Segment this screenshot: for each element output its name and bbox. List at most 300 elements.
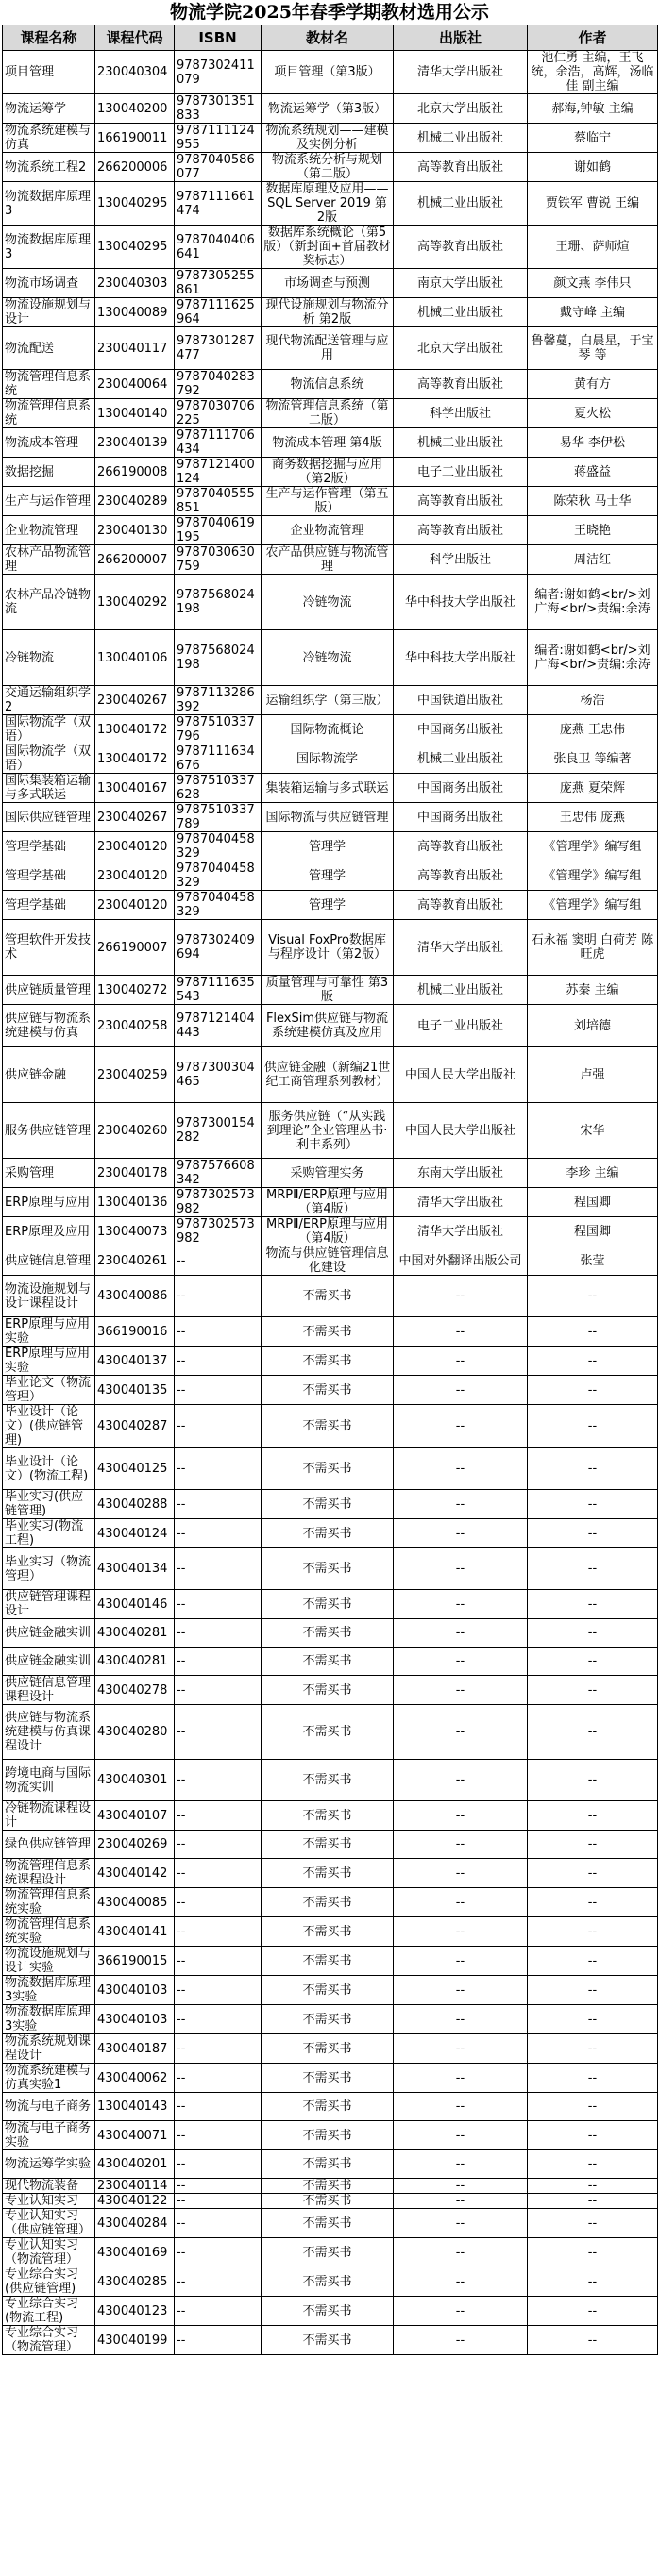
publisher-cell: 高等教育出版社 (394, 153, 528, 182)
publisher-cell: -- (394, 1276, 528, 1317)
textbook-name-cell: 不需买书 (262, 2297, 394, 2326)
table-row (3, 428, 658, 458)
course-code-cell: 266190007 (95, 920, 175, 976)
author-cell: 贾铁军 曹锐 王编 (528, 182, 658, 226)
isbn-cell: 9787302411079 (175, 51, 262, 94)
textbook-name-cell: Visual FoxPro数据库与程序设计（第2版） (262, 920, 394, 976)
isbn-cell: -- (175, 1490, 262, 1519)
header-publisher: 出版社 (394, 25, 528, 51)
isbn-cell: -- (175, 1448, 262, 1490)
publisher-cell: -- (394, 1917, 528, 1947)
table-row (3, 920, 658, 976)
author-cell: 谢如鹤 (528, 153, 658, 182)
textbook-name-cell: 国际物流与供应链管理 (262, 803, 394, 832)
author-cell: -- (528, 1888, 658, 1917)
author-cell: -- (528, 1619, 658, 1648)
course-name-cell: 物流系统建模与仿真实验1 (3, 2064, 95, 2093)
textbook-name-cell: 不需买书 (262, 2005, 394, 2034)
isbn-cell: 9787121400124 (175, 458, 262, 487)
table-row (3, 545, 658, 575)
course-code-cell: 430040124 (95, 1519, 175, 1548)
publisher-cell: 清华大学出版社 (394, 1217, 528, 1246)
table-row (3, 774, 658, 803)
isbn-cell: -- (175, 1276, 262, 1317)
course-code-cell: 130040136 (95, 1188, 175, 1217)
isbn-cell: 9787568024198 (175, 630, 262, 686)
isbn-cell: 9787040458329 (175, 891, 262, 920)
author-cell: 池仁勇 主编，王飞统，余浩，高辉，汤临佳 副主编 (528, 51, 658, 94)
author-cell: 卢强 (528, 1047, 658, 1103)
author-cell: -- (528, 1859, 658, 1888)
course-name-cell: 物流设施规划与设计实验 (3, 1947, 95, 1976)
textbook-name-cell: 不需买书 (262, 1490, 394, 1519)
course-name-cell: 项目管理 (3, 51, 95, 94)
author-cell: 黄有方 (528, 370, 658, 399)
table-row (3, 891, 658, 920)
course-name-cell: 专业认知实习（物流管理） (3, 2238, 95, 2267)
isbn-cell: -- (175, 2121, 262, 2150)
isbn-cell: -- (175, 2034, 262, 2064)
publisher-cell: -- (394, 1888, 528, 1917)
textbook-name-cell: 物流运筹学（第3版） (262, 94, 394, 124)
course-code-cell: 430040086 (95, 1276, 175, 1317)
course-code-cell: 130040089 (95, 298, 175, 327)
author-cell: 编者:谢如鹤<br/>刘广海<br/>责编:余涛 (528, 630, 658, 686)
table-row (3, 2238, 658, 2267)
author-cell: 庞燕 王忠伟 (528, 715, 658, 744)
table-row (3, 2297, 658, 2326)
author-cell: 王忠伟 庞燕 (528, 803, 658, 832)
table-row (3, 226, 658, 269)
isbn-cell: 9787040406641 (175, 226, 262, 269)
publisher-cell: -- (394, 1347, 528, 1376)
table-row (3, 153, 658, 182)
publisher-cell: -- (394, 1676, 528, 1705)
publisher-cell: -- (394, 1490, 528, 1519)
publisher-cell: 中国商务出版社 (394, 774, 528, 803)
textbook-name-cell: 不需买书 (262, 1917, 394, 1947)
publisher-cell: -- (394, 1376, 528, 1405)
textbook-name-cell: 不需买书 (262, 2150, 394, 2179)
course-name-cell: ERP原理与应用实验 (3, 1347, 95, 1376)
isbn-cell: 9787305255861 (175, 269, 262, 298)
isbn-cell: -- (175, 1590, 262, 1619)
isbn-cell: 9787040458329 (175, 832, 262, 861)
isbn-cell: -- (175, 1705, 262, 1760)
table-row (3, 1648, 658, 1676)
textbook-name-cell: 市场调查与预测 (262, 269, 394, 298)
table-row (3, 861, 658, 891)
textbook-name-cell: 质量管理与可靠性 第3版 (262, 976, 394, 1005)
course-name-cell: 物流系统建模与仿真 (3, 124, 95, 153)
author-cell: -- (528, 1976, 658, 2005)
course-name-cell: 供应链信息管理 (3, 1246, 95, 1276)
textbook-name-cell: 国际物流概论 (262, 715, 394, 744)
course-name-cell: 物流运筹学实验 (3, 2150, 95, 2179)
course-name-cell: 物流运筹学 (3, 94, 95, 124)
publisher-cell: -- (394, 1760, 528, 1801)
publisher-cell: -- (394, 1705, 528, 1760)
table-row (3, 715, 658, 744)
textbook-name-cell: 不需买书 (262, 1317, 394, 1347)
table-row (3, 1317, 658, 1347)
publisher-cell: -- (394, 2064, 528, 2093)
course-code-cell: 230040120 (95, 832, 175, 861)
course-name-cell: 物流管理信息系统课程设计 (3, 1859, 95, 1888)
publisher-cell: -- (394, 1590, 528, 1619)
author-cell: 王珊、萨师煊 (528, 226, 658, 269)
course-code-cell: 430040285 (95, 2267, 175, 2297)
course-code-cell: 130040143 (95, 2093, 175, 2121)
course-name-cell: 物流设施规划与设计课程设计 (3, 1276, 95, 1317)
textbook-name-cell: 项目管理（第3版） (262, 51, 394, 94)
isbn-cell: 9787030630759 (175, 545, 262, 575)
isbn-cell: -- (175, 1619, 262, 1648)
publisher-cell: -- (394, 1405, 528, 1448)
course-name-cell: 农林产品冷链物流 (3, 575, 95, 630)
author-cell: -- (528, 1947, 658, 1976)
course-code-cell: 266200006 (95, 153, 175, 182)
course-code-cell: 430040301 (95, 1760, 175, 1801)
textbook-name-cell: 不需买书 (262, 2034, 394, 2064)
course-name-cell: 供应链金融 (3, 1047, 95, 1103)
course-name-cell: 物流管理信息系统 (3, 399, 95, 428)
course-code-cell: 130040172 (95, 744, 175, 774)
isbn-cell: -- (175, 1947, 262, 1976)
course-code-cell: 430040135 (95, 1376, 175, 1405)
course-code-cell: 230040120 (95, 891, 175, 920)
course-code-cell: 230040267 (95, 686, 175, 715)
textbook-name-cell: 数据库原理及应用——SQL Server 2019 第2版 (262, 182, 394, 226)
author-cell: -- (528, 2297, 658, 2326)
course-name-cell: 服务供应链管理 (3, 1103, 95, 1159)
isbn-cell: -- (175, 2179, 262, 2194)
course-name-cell: ERP原理与应用 (3, 1188, 95, 1217)
course-code-cell: 130040272 (95, 976, 175, 1005)
course-name-cell: 绿色供应链管理 (3, 1831, 95, 1859)
author-cell: -- (528, 2194, 658, 2209)
table-row (3, 2326, 658, 2355)
textbook-name-cell: 服务供应链（“从实践到理论”企业管理丛书·利丰系列） (262, 1103, 394, 1159)
header-author: 作者 (528, 25, 658, 51)
isbn-cell: -- (175, 1648, 262, 1676)
author-cell: 苏秦 主编 (528, 976, 658, 1005)
author-cell: -- (528, 1648, 658, 1676)
author-cell: 杨浩 (528, 686, 658, 715)
course-code-cell: 230040269 (95, 1831, 175, 1859)
author-cell: -- (528, 2093, 658, 2121)
table-row (3, 1705, 658, 1760)
author-cell: 《管理学》编写组 (528, 861, 658, 891)
course-name-cell: 数据挖掘 (3, 458, 95, 487)
course-name-cell: 毕业设计（论文）(物流工程) (3, 1448, 95, 1490)
course-code-cell: 366190015 (95, 1947, 175, 1976)
course-name-cell: 管理学基础 (3, 861, 95, 891)
publisher-cell: -- (394, 1859, 528, 1888)
table-row (3, 1590, 658, 1619)
textbook-name-cell: 不需买书 (262, 1590, 394, 1619)
isbn-cell: -- (175, 1888, 262, 1917)
publisher-cell: -- (394, 1831, 528, 1859)
author-cell: -- (528, 2121, 658, 2150)
table-row (3, 298, 658, 327)
publisher-cell: -- (394, 2326, 528, 2355)
publisher-cell: -- (394, 1801, 528, 1831)
course-code-cell: 130040172 (95, 715, 175, 744)
table-row (3, 2034, 658, 2064)
table-row (3, 458, 658, 487)
course-name-cell: 物流设施规划与设计 (3, 298, 95, 327)
course-name-cell: 生产与运作管理 (3, 487, 95, 516)
author-cell: -- (528, 2267, 658, 2297)
author-cell: -- (528, 2034, 658, 2064)
isbn-cell: 9787040283792 (175, 370, 262, 399)
author-cell: -- (528, 2064, 658, 2093)
textbook-name-cell: 运输组织学（第三版） (262, 686, 394, 715)
isbn-cell: 9787111635543 (175, 976, 262, 1005)
textbook-name-cell: 物流成本管理 第4版 (262, 428, 394, 458)
author-cell: 陈荣秋 马士华 (528, 487, 658, 516)
publisher-cell: 高等教育出版社 (394, 487, 528, 516)
course-code-cell: 430040280 (95, 1705, 175, 1760)
publisher-cell: 中国人民大学出版社 (394, 1103, 528, 1159)
course-name-cell: 国际物流学（双语） (3, 715, 95, 744)
course-name-cell: 管理软件开发技术 (3, 920, 95, 976)
publisher-cell: 清华大学出版社 (394, 920, 528, 976)
course-name-cell: 现代物流装备 (3, 2179, 95, 2194)
course-code-cell: 130040167 (95, 774, 175, 803)
course-code-cell: 430040146 (95, 1590, 175, 1619)
course-name-cell: 物流数据库原理3 (3, 226, 95, 269)
publisher-cell: 机械工业出版社 (394, 124, 528, 153)
textbook-name-cell: 冷链物流 (262, 630, 394, 686)
textbook-name-cell: 不需买书 (262, 1676, 394, 1705)
table-row (3, 1519, 658, 1548)
table-row (3, 1490, 658, 1519)
page-title: 物流学院2025年春季学期教材选用公示 (170, 2, 489, 23)
author-cell: 程国卿 (528, 1217, 658, 1246)
isbn-cell: -- (175, 1548, 262, 1590)
isbn-cell: -- (175, 1976, 262, 2005)
table-row (3, 2121, 658, 2150)
textbook-name-cell: 国际物流学 (262, 744, 394, 774)
publisher-cell: 北京大学出版社 (394, 94, 528, 124)
table-row (3, 1217, 658, 1246)
table-row (3, 94, 658, 124)
course-code-cell: 130040295 (95, 182, 175, 226)
course-name-cell: 毕业实习(供应链管理) (3, 1490, 95, 1519)
author-cell: -- (528, 1276, 658, 1317)
table-row (3, 1159, 658, 1188)
table-row (3, 1448, 658, 1490)
course-name-cell: 毕业论文（物流管理） (3, 1376, 95, 1405)
course-name-cell: 物流系统规划课程设计 (3, 2034, 95, 2064)
publisher-cell: -- (394, 1519, 528, 1548)
publisher-cell: -- (394, 1947, 528, 1976)
course-name-cell: 毕业实习（物流管理） (3, 1548, 95, 1590)
textbook-name-cell: 物流系统规划——建模及实例分析 (262, 124, 394, 153)
textbook-name-cell: 不需买书 (262, 1976, 394, 2005)
table-row (3, 575, 658, 630)
course-code-cell: 230040289 (95, 487, 175, 516)
textbook-name-cell: MRPⅡ/ERP原理与应用（第4版） (262, 1217, 394, 1246)
textbook-name-cell: 不需买书 (262, 1405, 394, 1448)
isbn-cell: -- (175, 2238, 262, 2267)
course-name-cell: 物流与电子商务实验 (3, 2121, 95, 2150)
course-code-cell: 266190008 (95, 458, 175, 487)
course-name-cell: 物流与电子商务 (3, 2093, 95, 2121)
course-code-cell: 230040064 (95, 370, 175, 399)
header-textbook-name: 教材名 (262, 25, 394, 51)
table-row (3, 686, 658, 715)
table-row (3, 1888, 658, 1917)
course-name-cell: 物流数据库原理3实验 (3, 2005, 95, 2034)
course-name-cell: 专业综合实习(物流工程) (3, 2297, 95, 2326)
author-cell: -- (528, 1831, 658, 1859)
textbook-name-cell: 不需买书 (262, 2194, 394, 2209)
publisher-cell: 中国商务出版社 (394, 803, 528, 832)
publisher-cell: 高等教育出版社 (394, 861, 528, 891)
textbook-name-cell: 不需买书 (262, 1347, 394, 1376)
isbn-cell: -- (175, 1246, 262, 1276)
isbn-cell: -- (175, 2093, 262, 2121)
course-code-cell: 230040303 (95, 269, 175, 298)
textbook-name-cell: 采购管理实务 (262, 1159, 394, 1188)
author-cell: 《管理学》编写组 (528, 891, 658, 920)
table-row (3, 1801, 658, 1831)
table-row (3, 803, 658, 832)
table-row (3, 2064, 658, 2093)
textbook-table (2, 25, 658, 2355)
table-row (3, 2093, 658, 2121)
header-course-name: 课程名称 (3, 25, 95, 51)
course-code-cell: 230040258 (95, 1005, 175, 1047)
table-row (3, 1619, 658, 1648)
publisher-cell: -- (394, 2209, 528, 2238)
author-cell: 颜文燕 李伟只 (528, 269, 658, 298)
textbook-name-cell: 不需买书 (262, 1801, 394, 1831)
author-cell: -- (528, 2209, 658, 2238)
textbook-name-cell: 不需买书 (262, 2267, 394, 2297)
isbn-cell: 9787040619195 (175, 516, 262, 545)
author-cell: -- (528, 2150, 658, 2179)
publisher-cell: 科学出版社 (394, 545, 528, 575)
isbn-cell: 9787040555851 (175, 487, 262, 516)
publisher-cell: 中国商务出版社 (394, 715, 528, 744)
course-code-cell: 430040103 (95, 1976, 175, 2005)
publisher-cell: 东南大学出版社 (394, 1159, 528, 1188)
author-cell: 程国卿 (528, 1188, 658, 1217)
publisher-cell: 机械工业出版社 (394, 298, 528, 327)
publisher-cell: -- (394, 2093, 528, 2121)
textbook-name-cell: 不需买书 (262, 2326, 394, 2355)
textbook-name-cell: 不需买书 (262, 1859, 394, 1888)
textbook-name-cell: 物流信息系统 (262, 370, 394, 399)
textbook-name-cell: 物流系统分析与规划（第二版） (262, 153, 394, 182)
table-row (3, 182, 658, 226)
table-row (3, 1676, 658, 1705)
course-code-cell: 230040259 (95, 1047, 175, 1103)
course-name-cell: 专业认知实习 (3, 2194, 95, 2209)
table-row (3, 124, 658, 153)
isbn-cell: 9787111625964 (175, 298, 262, 327)
isbn-cell: 9787111706434 (175, 428, 262, 458)
isbn-cell: -- (175, 1801, 262, 1831)
course-code-cell: 230040260 (95, 1103, 175, 1159)
course-name-cell: 管理学基础 (3, 891, 95, 920)
isbn-cell: 9787302573982 (175, 1217, 262, 1246)
publisher-cell: -- (394, 2150, 528, 2179)
table-row (3, 1376, 658, 1405)
isbn-cell: -- (175, 1676, 262, 1705)
course-name-cell: 农林产品物流管理 (3, 545, 95, 575)
publisher-cell: 中国对外翻译出版公司 (394, 1246, 528, 1276)
course-name-cell: 跨境电商与国际物流实训 (3, 1760, 95, 1801)
author-cell: 李珍 主编 (528, 1159, 658, 1188)
course-code-cell: 130040295 (95, 226, 175, 269)
textbook-name-cell: 不需买书 (262, 1619, 394, 1648)
publisher-cell: -- (394, 2194, 528, 2209)
textbook-name-cell: 供应链金融（新编21世纪工商管理系列教材） (262, 1047, 394, 1103)
publisher-cell: -- (394, 2005, 528, 2034)
course-code-cell: 230040120 (95, 861, 175, 891)
author-cell: 刘培德 (528, 1005, 658, 1047)
course-code-cell: 430040187 (95, 2034, 175, 2064)
course-code-cell: 130040200 (95, 94, 175, 124)
textbook-name-cell: 管理学 (262, 832, 394, 861)
author-cell: 张良卫 等编著 (528, 744, 658, 774)
author-cell: 石永福 窦明 白荷芳 陈旺虎 (528, 920, 658, 976)
table-row (3, 1005, 658, 1047)
textbook-name-cell: 不需买书 (262, 1760, 394, 1801)
author-cell: -- (528, 1448, 658, 1490)
course-code-cell: 430040288 (95, 1490, 175, 1519)
publisher-cell: 清华大学出版社 (394, 1188, 528, 1217)
isbn-cell: -- (175, 2326, 262, 2355)
course-code-cell: 166190011 (95, 124, 175, 153)
isbn-cell: -- (175, 2209, 262, 2238)
textbook-name-cell: 不需买书 (262, 1648, 394, 1676)
publisher-cell: -- (394, 2121, 528, 2150)
isbn-cell: -- (175, 1347, 262, 1376)
course-name-cell: 供应链信息管理课程设计 (3, 1676, 95, 1705)
course-name-cell: 物流管理信息系统 (3, 370, 95, 399)
author-cell: 庞燕 夏荣辉 (528, 774, 658, 803)
isbn-cell: 9787302409694 (175, 920, 262, 976)
header-isbn: ISBN (175, 25, 262, 51)
textbook-name-cell: 管理学 (262, 861, 394, 891)
publisher-cell: -- (394, 1648, 528, 1676)
course-code-cell: 366190016 (95, 1317, 175, 1347)
course-code-cell: 430040103 (95, 2005, 175, 2034)
author-cell: -- (528, 1376, 658, 1405)
textbook-notice-page (2, 0, 657, 2355)
isbn-cell: 9787113286392 (175, 686, 262, 715)
table-row (3, 2209, 658, 2238)
course-name-cell: 供应链质量管理 (3, 976, 95, 1005)
course-name-cell: 专业综合实习(供应链管理) (3, 2267, 95, 2297)
isbn-cell: -- (175, 1917, 262, 1947)
isbn-cell: 9787568024198 (175, 575, 262, 630)
author-cell: -- (528, 1917, 658, 1947)
textbook-name-cell: 物流与供应链管理信息化建设 (262, 1246, 394, 1276)
textbook-name-cell: 不需买书 (262, 2093, 394, 2121)
textbook-name-cell: 商务数据挖掘与应用（第2版） (262, 458, 394, 487)
course-name-cell: 冷链物流 (3, 630, 95, 686)
course-name-cell: 供应链与物流系统建模与仿真 (3, 1005, 95, 1047)
table-row (3, 487, 658, 516)
textbook-name-cell: 不需买书 (262, 2179, 394, 2194)
